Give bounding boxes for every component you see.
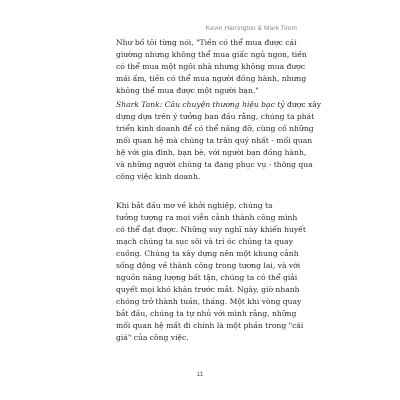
page-number: 11 [196, 371, 204, 378]
text-line: chóng trở thành tuần, tháng. Một khi vòng quay [116, 297, 302, 306]
text-line: Như bố tôi từng nói, "Tiền có thể mua được cái [116, 38, 297, 47]
text-line: mối quan hệ mất đi chính là một phần trong "cái [116, 321, 304, 330]
text-line: quyết mọi khó khăn trước mắt. Ngày, giờ nhanh [116, 285, 300, 294]
text-line: có thể mua một ngôi nhà nhưng không mua được [116, 62, 306, 71]
text-line: mái ấm, tiền có thể mua người đồng hành, nhưng [116, 74, 307, 83]
text-line: không thể mua được một người bạn." [116, 86, 259, 95]
text-line [0, 100, 400, 110]
text-line: mối quan hệ mà chúng ta trân quý nhất - mối quan [116, 136, 313, 145]
text-line: tưởng tượng ra mọi viễn cảnh thành công mình [116, 213, 298, 222]
text-line: bắt đầu, chúng ta tự nhủ với mình rằng, những [116, 309, 297, 318]
text-line: cuồng. Chúng ta xây dựng nên một khung cảnh [116, 249, 299, 258]
text-line: nguồn năng lượng bất tận, chúng ta có thể giải [116, 273, 298, 282]
text-line: công việc kinh doanh. [116, 172, 201, 181]
text-line: giá" của công việc. [116, 333, 189, 342]
book-title-italic: Shark Tank: Câu chuyện thương hiệu bạc tỷ [116, 100, 285, 109]
text-line: hệ với gia đình, bạn bè, với người bạn đồng hành, [116, 148, 307, 157]
running-head: Kevin Harrington & Mark Timm [205, 25, 297, 32]
text-line: và những người chúng ta đang phục vụ - thông qua [116, 160, 313, 169]
text-line: dựng dựa trên ý tưởng ban đầu rằng, chúng ta phát [116, 112, 315, 121]
text-line: mạch chúng ta sục sôi và trí óc chúng ta quay [116, 237, 293, 246]
text-line: triển kinh doanh để có thể nâng đỡ, cùng cố những [116, 124, 314, 133]
text-line: giường nhưng không thể mua giấc ngủ ngon, tiền [116, 50, 307, 59]
text-line: có thể đạt được. Những suy nghĩ này khiến huyết [116, 225, 306, 234]
text-line: sống động về thành công trong tương lai, và với [116, 261, 301, 270]
text-segment: được xây [284, 100, 322, 109]
text-line: Khi bắt đầu mơ về khởi nghiệp, chúng ta [116, 201, 273, 210]
